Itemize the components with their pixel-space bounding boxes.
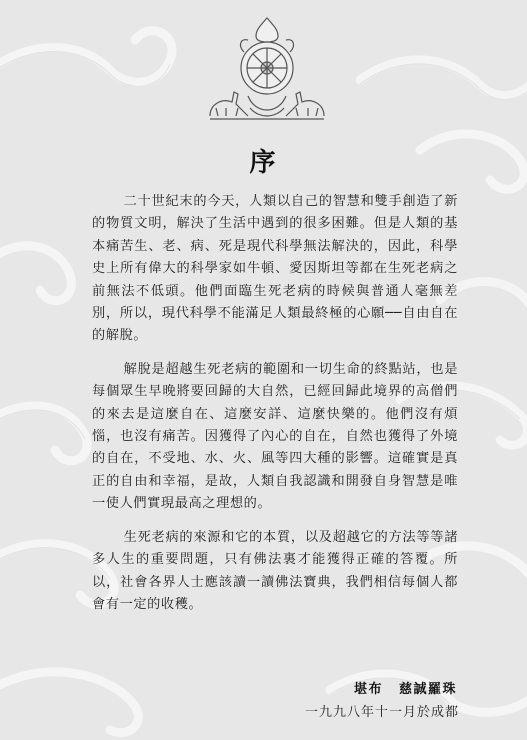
signature-name: 慈誠羅珠 <box>398 682 457 697</box>
dharma-wheel-with-deer-icon <box>200 16 334 134</box>
signature <box>354 678 457 697</box>
page-title: 序 <box>249 148 278 178</box>
paragraph: 生死老病的來源和它的本質，以及超越它的方法等等諸多人生的重要問題，只有佛法裏才能獲得正確的答覆。所以，社會各界人士應該讀一讀佛法寶典，我們相信每個人都會有一定的收穫。 <box>92 529 458 612</box>
date-line: 一九九八年十一月於成都 <box>304 705 459 720</box>
signature-role: 堪布 <box>353 682 383 697</box>
paragraph: 解脫是超越生死老病的範圍和一切生命的終點站，也是每個眾生早晚將要回歸的大自然，已經回歸此境界的高僧們的來去是這麼自在、這麼安詳、這麼快樂的。他們沒有煩惱，也沒有痛苦。因獲得了內心的自在，自然也獲得了外境的自在，不受地、水、火、風等四大種的影響。這確實是真正的自由和幸福，是故，人類自我認識和開發自身智慧是唯一使人們實現最高之理想的。 <box>92 361 458 512</box>
paragraph: 二十世紀末的今天，人類以自己的智慧和雙手創造了新的物質文明，解決了生活中遇到的很多困難。但是人類的基本痛苦生、老、病、死是現代科學無法解決的，因此，科學史上所有偉大的科學家如牛頓、愛因斯坦等都在生死老病之前無法不低頭。他們面臨生死老病的時候與普通人毫無差別，所以，現代科學不能滿足人類最終極的心願──自由自在的解脫。 <box>92 194 458 344</box>
preface-body <box>92 191 458 616</box>
